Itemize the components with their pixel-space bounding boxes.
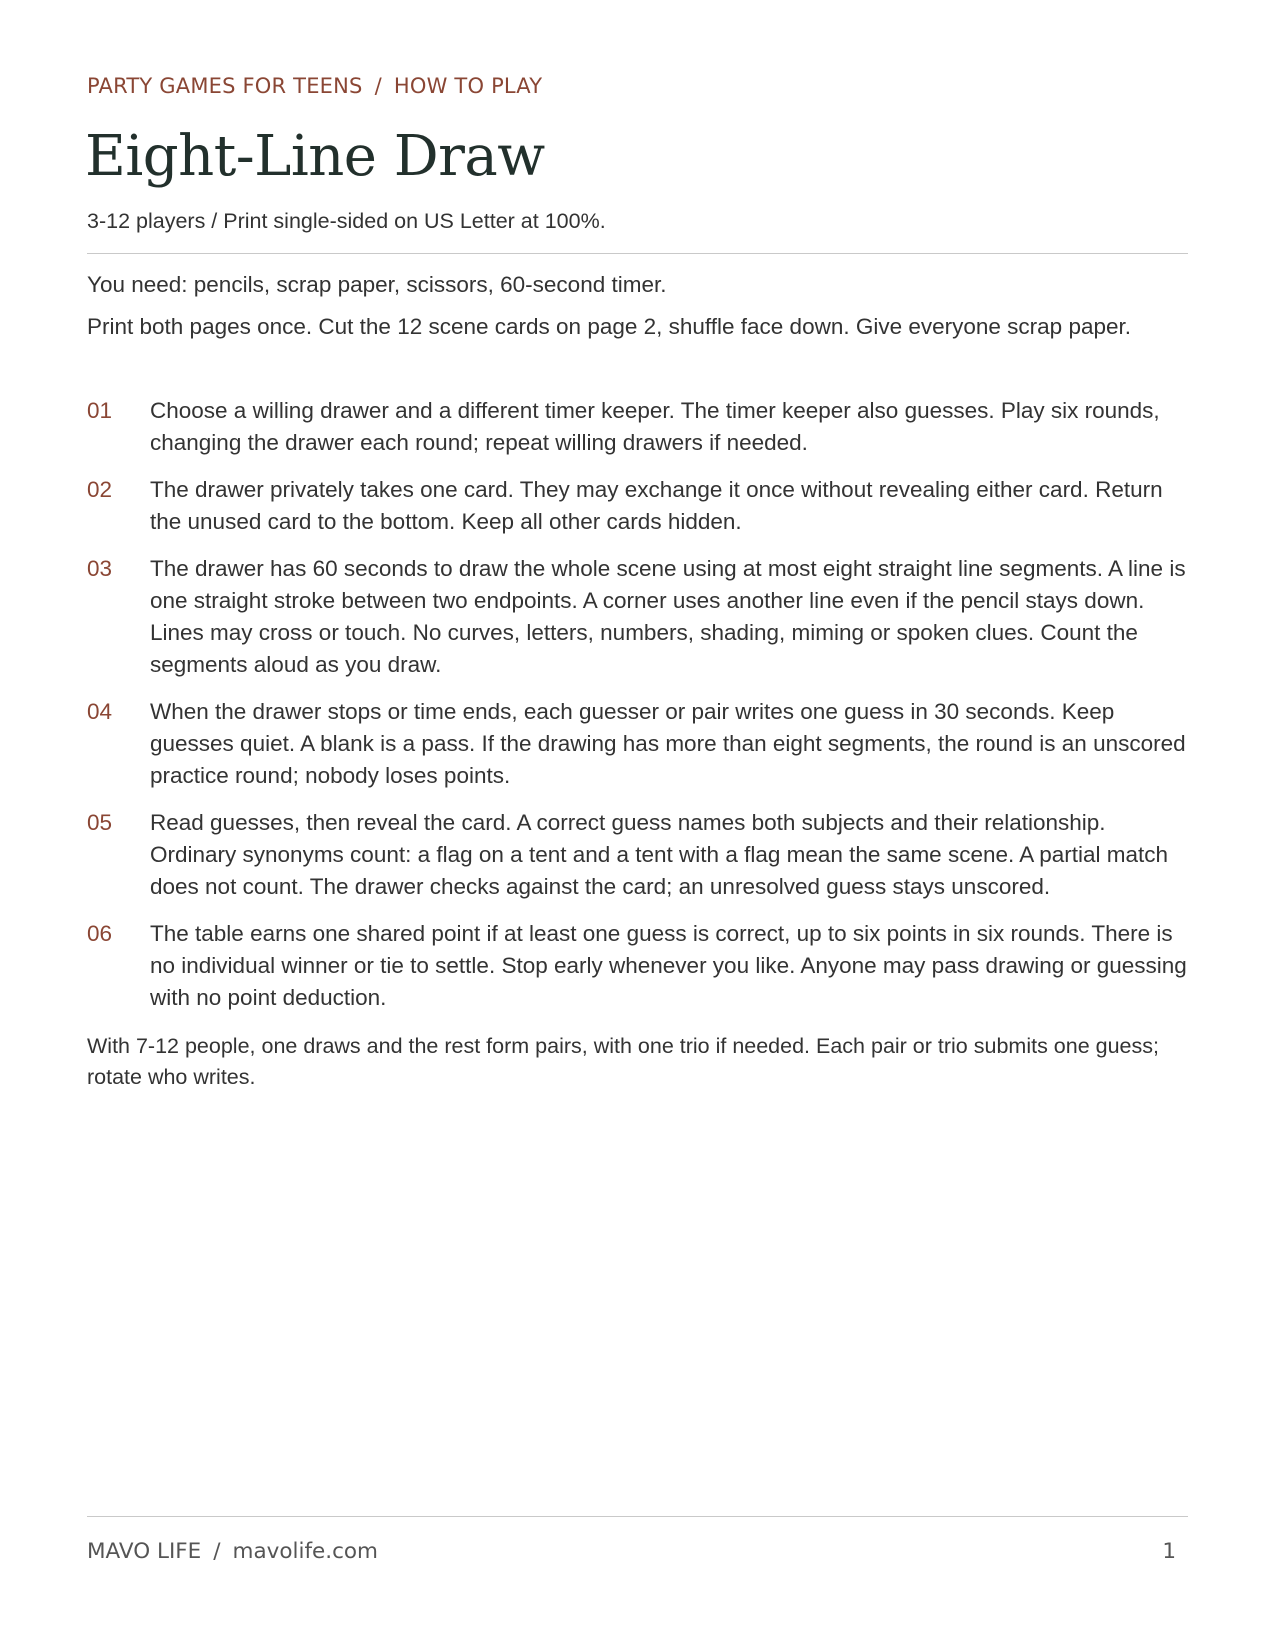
step-number: 04 <box>87 699 113 724</box>
step-item <box>87 918 1188 1014</box>
group-play-note: With 7-12 people, one draws and the rest form pairs, with one trio if needed. Each pair or trio submits one guess; rotate who writes. <box>87 1034 1159 1089</box>
breadcrumb-separator: / <box>374 74 382 98</box>
footer-separator: / <box>213 1539 221 1564</box>
step-item <box>87 553 1188 681</box>
page-title: Eight-Line Draw <box>85 124 545 189</box>
footer-divider <box>87 1516 1188 1517</box>
materials-needed: You need: pencils, scrap paper, scissors, 60-second timer. <box>87 272 667 297</box>
step-text: Read guesses, then reveal the card. A correct guess names both subjects and their relationship. Ordinary synonyms count: a flag on a tent and a tent with a flag mean the same scene. A partial match does not count. The drawer checks against the card; an unresolved guess stays unscored. <box>150 810 1169 899</box>
step-text: The drawer privately takes one card. They may exchange it once without revealing either card. Return the unused card to the bottom. Keep all other cards hidden. <box>150 477 1163 534</box>
breadcrumb-section: PARTY GAMES FOR TEENS <box>87 74 363 98</box>
step-text: Choose a willing drawer and a different timer keeper. The timer keeper also guesses. Play six rounds, changing the drawer each round; repeat willing drawers if needed. <box>150 398 1160 455</box>
brand-name: MAVO LIFE <box>87 1539 202 1564</box>
header-divider <box>87 253 1188 254</box>
steps-list <box>87 395 1188 1029</box>
step-text: The drawer has 60 seconds to draw the whole scene using at most eight straight line segments. A line is one straight stroke between two endpoints. A corner uses another line even if the pencil stays down. Lines may cross or touch. No curves, letters, numbers, shading, miming or spoken clues. Count the segments aloud as you draw. <box>150 556 1186 677</box>
page-subtitle: 3-12 players / Print single-sided on US Letter at 100%. <box>87 209 606 233</box>
page-number: 1 <box>1162 1539 1176 1564</box>
breadcrumb-page: HOW TO PLAY <box>393 74 543 98</box>
breadcrumb <box>87 74 542 98</box>
step-number: 06 <box>87 921 113 946</box>
step-number: 01 <box>87 398 113 423</box>
step-item <box>87 696 1188 792</box>
site-link[interactable]: mavolife.com <box>232 1539 378 1564</box>
step-number: 03 <box>87 556 113 581</box>
footer-brand <box>87 1539 378 1564</box>
step-text: The table earns one shared point if at least one guess is correct, up to six points in six rounds. There is no individual winner or tie to settle. Stop early whenever you like. Anyone may pass drawing or guessing with no point deduction. <box>150 921 1187 1010</box>
step-item <box>87 395 1188 459</box>
step-number: 05 <box>87 810 113 835</box>
step-number: 02 <box>87 477 113 502</box>
page <box>87 0 1188 1650</box>
step-item <box>87 807 1188 903</box>
setup-instructions: Print both pages once. Cut the 12 scene cards on page 2, shuffle face down. Give everyone scrap paper. <box>87 314 1131 339</box>
step-item <box>87 474 1188 538</box>
step-text: When the drawer stops or time ends, each guesser or pair writes one guess in 30 seconds. Keep guesses quiet. A blank is a pass. If the drawing has more than eight segments, the round is an unscored practice round; nobody loses points. <box>150 699 1186 788</box>
